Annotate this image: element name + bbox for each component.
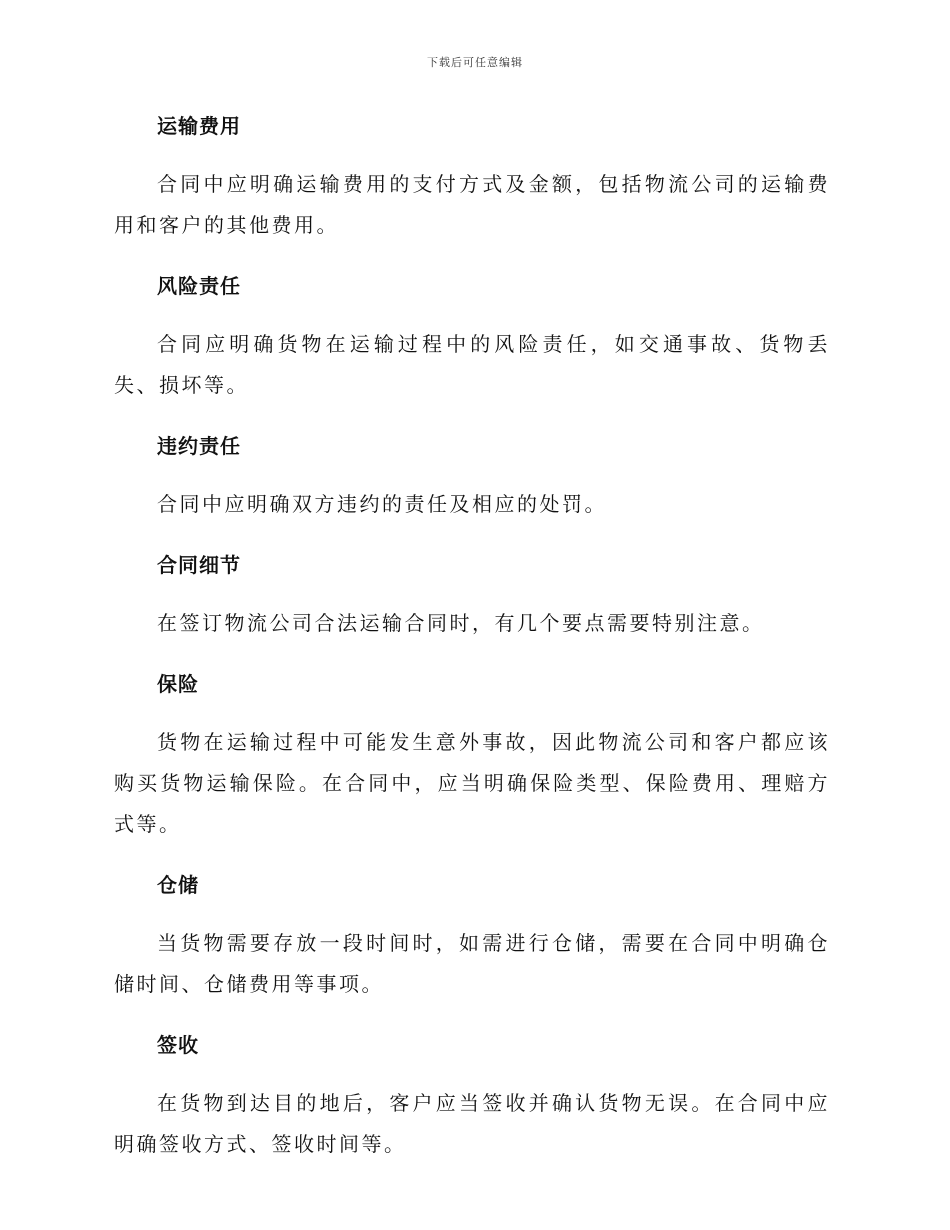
section-body-risk-liability: 合同应明确货物在运输过程中的风险责任，如交通事故、货物丢失、损坏等。 [114,332,830,397]
section-title-sign-for: 签收 [157,1033,199,1057]
section-body-sign-for: 在货物到达目的地后，客户应当签收并确认货物无误。在合同中应明确签收方式、签收时间等。 [114,1091,830,1156]
section-body-contract-details: 在签订物流公司合法运输合同时，有几个要点需要特别注意。 [157,611,765,635]
section-title-breach-liability: 违约责任 [157,434,241,458]
document-content [114,108,830,1165]
page-header: 下载后可任意编辑 [427,56,523,69]
section-body-transport-fee: 合同中应明确运输费用的支付方式及金额，包括物流公司的运输费用和客户的其他费用。 [114,172,830,237]
section-body-insurance: 货物在运输过程中可能发生意外事故，因此物流公司和客户都应该购买货物运输保险。在合同中，应当明确保险类型、保险费用、理赔方式等。 [114,730,830,836]
section-title-insurance: 保险 [157,672,199,696]
section-body-warehousing: 当货物需要存放一段时间时，如需进行仓储，需要在合同中明确仓储时间、仓储费用等事项。 [114,931,830,996]
section-title-contract-details: 合同细节 [157,553,241,577]
section-body-breach-liability: 合同中应明确双方违约的责任及相应的处罚。 [157,492,607,516]
section-title-risk-liability: 风险责任 [157,274,241,298]
section-title-warehousing: 仓储 [157,873,199,897]
section-title-transport-fee: 运输费用 [157,114,241,138]
